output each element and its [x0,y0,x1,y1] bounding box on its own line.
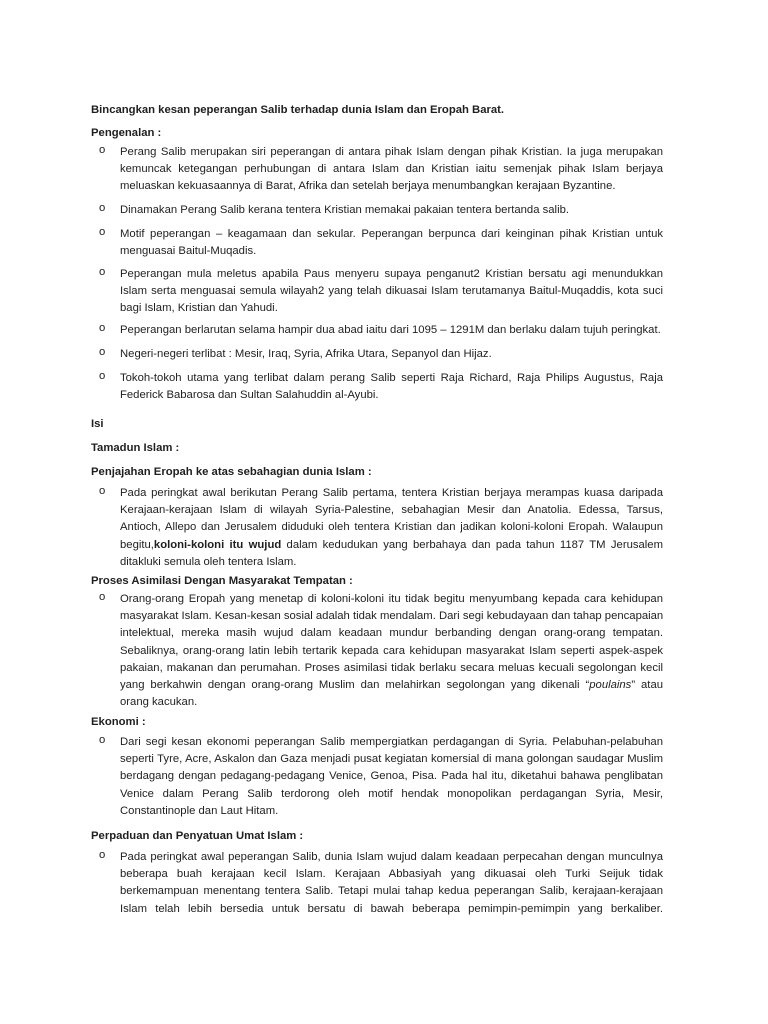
text-line: intelektual, mereka masih wujud dalam keadaan mundur berbanding dengan orang-orang tempatan. [120,627,663,640]
heading-isi: Isi [91,418,104,430]
bullet-marker: o [99,734,106,746]
paragraph-pengenalan [120,266,663,318]
paragraph-pengenalan [120,346,663,363]
text-line: bagi Islam, Kristian dan Yahudi. [120,302,278,315]
bullet-marker: o [99,370,106,382]
text-line: Islam telah lebih bersedia untuk bersatu di bawah beberapa pemimpin-pemimpin yang berkaliber. [120,902,663,915]
paragraph-asimilasi [120,591,663,711]
heading-penjajahan: Penjajahan Eropah ke atas sebahagian dunia Islam : [91,466,372,478]
text-line: Pada peringkat awal berikutan Perang Salib pertama, tentera Kristian berjaya merampas kuasa daripada [120,487,663,499]
text-line: ditakluki semula oleh tentera Islam. [120,555,297,568]
text-line: meluaskan kekuasaannya di Barat, Afrika dan setelah berjaya menumbangkan kerajaan Byzantine. [120,180,616,193]
bullet-marker: o [99,849,106,861]
text-fragment: begitu, [120,538,154,551]
text-line: Perang Salib merupakan siri peperangan di antara pihak Islam dengan pihak Kristian. Ia juga merupakan [120,146,663,158]
text-line: Venice dalam Perang Salib terdorong oleh motif hendak monopolikan perdagangan Syria, Mesir, [120,787,663,800]
text-line: berdagang dengan pedagang-pedagang Venice, Genoa, Pisa. Pada hal itu, diketahui bahawa penglibatan [120,770,663,783]
bullet-marker: o [99,226,106,238]
text-line: berkemampuan menentang tentera Salib. Tetapi mulai tahap kedua peperangan Salib, kerajaan-kerajaan [120,885,663,898]
bullet-marker: o [99,202,106,214]
bullet-marker: o [99,322,106,334]
bullet-marker: o [99,144,106,156]
text-line: Antioch, Allepo dan Jerusalem diduduki oleh tentera Kristian dan jadikan koloni-koloni Eropah. Walaupun [120,521,663,534]
paragraph-pengenalan [120,226,663,260]
text-line: Peperangan berlarutan selama hampir dua abad iaitu dari 1095 – 1291M dan berlaku dalam tujuh peringkat. [120,324,661,336]
heading-ekonomi: Ekonomi : [91,716,146,728]
text-line: Orang-orang Eropah yang menetap di koloni-koloni itu tidak begitu menyumbang kepada cara kehidupan [120,593,663,605]
text-line: Federick Babarosa dan Sultan Salahuddin al-Ayubi. [120,389,379,402]
text-line: Sebaliknya, orang-orang latin lebih tertarik kepada cara kehidupan masyarakat Islam seperti aspek-aspek [120,644,663,657]
paragraph-penjajahan [120,485,663,571]
paragraph-ekonomi [120,734,663,820]
text-line [120,537,663,554]
text-line: Dari segi kesan ekonomi peperangan Salib mempergiatkan perdagangan di Syria. Pelabuhan-pelabuhan [120,736,663,748]
bold-phrase: koloni-koloni itu wujud [153,538,282,551]
text-fragment: ” atau [631,679,664,692]
text-line: Peperangan mula meletus apabila Paus menyeru supaya penganut2 Kristian bersatu agi menundukkan [120,268,663,280]
paragraph-pengenalan [120,144,663,196]
text-line: Motif peperangan – keagamaan dan sekular. Peperangan berpunca dari keinginan pihak Kristian untuk [120,228,663,240]
text-fragment: yang berkahwin dengan orang-orang Muslim dan melahirkan segolongan yang dikenali “ [120,679,590,692]
text-line: beberapa buah kerajaan kecil Islam. Kerajaan Abbasiyah yang dikuasai oleh Turki Seijuk tidak [120,868,663,881]
text-line: Pada peringkat awal peperangan Salib, dunia Islam wujud dalam keadaan perpecahan dengan munculnya [120,851,663,863]
italic-term: poulains [589,679,632,692]
text-line: Dinamakan Perang Salib kerana tentera Kristian memakai pakaian tentera bertanda salib. [120,204,569,216]
paragraph-pengenalan [120,370,663,404]
text-line: Negeri-negeri terlibat : Mesir, Iraq, Syria, Afrika Utara, Sepanyol dan Hijaz. [120,348,492,360]
bullet-marker: o [99,266,106,278]
text-line: masyarakat Islam. Kesan-kesan sosial adalah tidak mendalam. Dari segi kebudayaan dan tahap pencapaian [120,610,664,623]
text-line: Islam serta menguasai semula wilayah2 yang telah dikuasai Islam terutamanya Baitul-Muqaddis, kota suci [120,285,663,298]
text-line: orang kacukan. [120,696,198,709]
text-line [120,677,663,694]
paragraph-pengenalan [120,202,663,219]
text-line: Constantinople dan Laut Hitam. [120,804,279,817]
text-line: kemuncak ketegangan perhubungan di antara Islam dan Kristian iaitu semenjak pihak Islam berjaya [120,163,663,176]
document-title: Bincangkan kesan peperangan Salib terhadap dunia Islam dan Eropah Barat. [91,104,505,116]
bullet-marker: o [99,485,106,497]
text-line: seperti Tyre, Acre, Askalon dan Gaza menjadi pusat kegiatan komersial di mana golongan saudagar Muslim [120,753,663,766]
paragraph-pengenalan [120,322,663,339]
text-line: menguasai Baitul-Muqadis. [120,245,257,258]
heading-tamadun-islam: Tamadun Islam : [91,442,180,454]
text-fragment: dalam kedudukan yang berbahaya dan pada tahun 1187 TM Jerusalem [281,538,663,551]
bullet-marker: o [99,591,106,603]
heading-perpaduan: Perpaduan dan Penyatuan Umat Islam : [91,830,304,842]
paragraph-perpaduan [120,849,663,918]
text-line: Tokoh-tokoh utama yang terlibat dalam perang Salib seperti Raja Richard, Raja Philips Augustus, Raja [120,372,663,384]
heading-pengenalan: Pengenalan : [91,127,162,139]
text-line: Kerajaan-kerajaan Islam di wilayah Syria-Palestine, sebahagian Mesir dan Anatolia. Edessa, Tarsus, [120,504,663,517]
heading-asimilasi: Proses Asimilasi Dengan Masyarakat Tempatan : [91,575,353,587]
text-line: pakaian, makanan dan perumahan. Proses asimilasi tidak berlaku secara meluas kecuali segolongan kecil [120,661,663,674]
bullet-marker: o [99,346,106,358]
